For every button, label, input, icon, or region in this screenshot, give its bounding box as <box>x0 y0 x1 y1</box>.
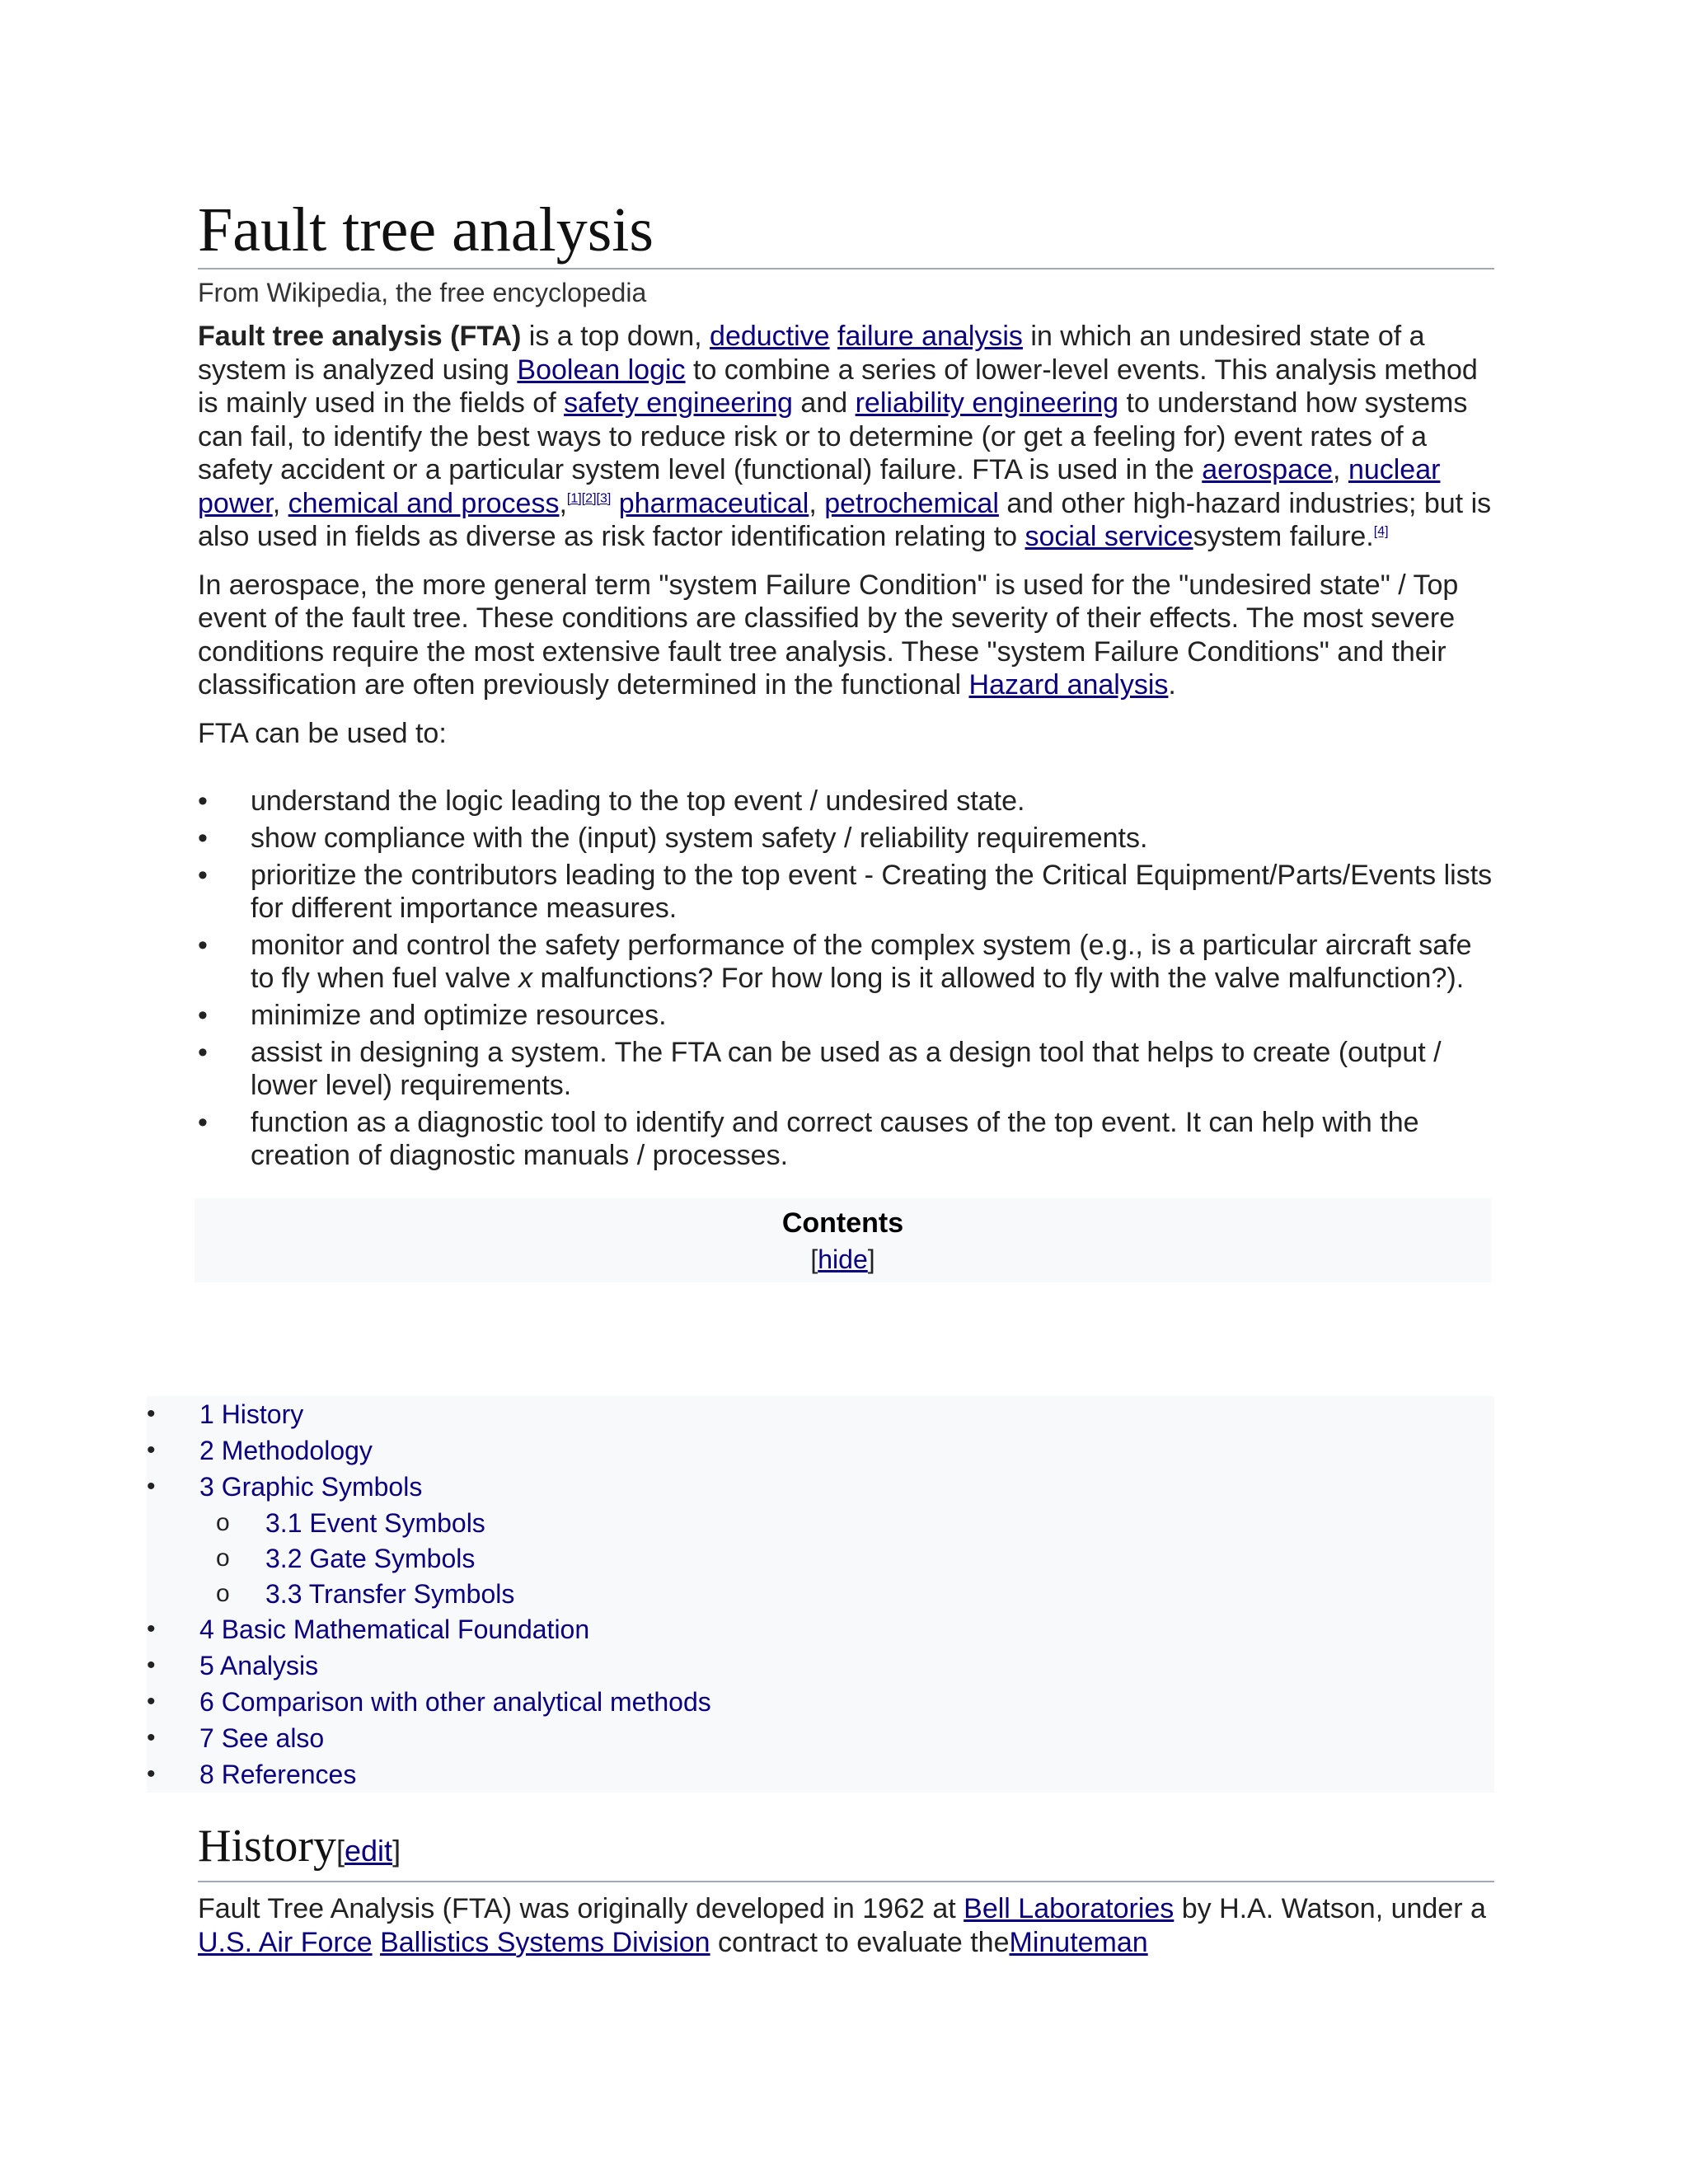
link-safety-engineering[interactable]: safety engineering <box>564 387 793 419</box>
toc-hide-link[interactable]: hide <box>818 1244 868 1275</box>
link-chemical-and-process[interactable]: chemical and process <box>288 487 560 519</box>
list-item: • understand the logic leading to the top event / undesired state. <box>198 785 1494 818</box>
citation-3[interactable]: [3] <box>596 491 612 506</box>
link-ballistics-systems-division[interactable]: Ballistics Systems Division <box>380 1926 710 1958</box>
bullet-icon: • <box>147 1652 156 1679</box>
link-failure-analysis[interactable]: failure analysis <box>837 321 1023 353</box>
toc-item-transfer-symbols[interactable]: o 3.3 Transfer Symbols <box>147 1576 1494 1611</box>
list-item: • show compliance with the (input) system safety / reliability requirements. <box>198 822 1494 855</box>
toc-list <box>147 1396 1494 1793</box>
toc-item-graphic-symbols[interactable]: • 3 Graphic Symbols <box>147 1469 1494 1505</box>
intro-paragraph-3: FTA can be used to: <box>198 717 447 749</box>
toc-title: Contents <box>781 1207 904 1240</box>
toc-item-gate-symbols[interactable]: o 3.2 Gate Symbols <box>147 1540 1494 1576</box>
edit-link[interactable]: edit <box>345 1834 393 1868</box>
section-heading-history: History[edit] <box>198 1818 1494 1882</box>
circle-bullet-icon: o <box>216 1544 230 1572</box>
link-aerospace[interactable]: aerospace <box>1202 454 1334 486</box>
circle-bullet-icon: o <box>216 1580 230 1607</box>
list-item: • function as a diagnostic tool to identify and correct causes of the top event. It can help with the creation of diagnostic manuals / processes. <box>198 1106 1494 1172</box>
bullet-icon: • <box>147 1473 156 1500</box>
toc-item-methodology[interactable]: • 2 Methodology <box>147 1432 1494 1469</box>
uses-list <box>198 785 1494 1172</box>
toc-item-analysis[interactable]: • 5 Analysis <box>147 1647 1494 1684</box>
bullet-icon: • <box>147 1724 156 1751</box>
intro-paragraph-1: Fault tree analysis (FTA) is a top down, deductive failure analysis in which an undesired state of a system is analyzed using Boolean logic to combine a series of lower-level events. This analysis method is mainly used in the fields of safety engineering and reliability engineering to understand how systems can fail, to identify the best ways to reduce risk or to determine (or get a feeling for) event rates of a safety accident or a particular system level (functional) failure. FTA is used in the aerospace, nuclear power, chemical and process,[1][2][3] pharmaceutical, petrochemical and other high-hazard industries; but is also used in fields as diverse as risk factor identification relating to social servicesystem failure.[4] <box>198 321 1492 553</box>
term-bold: Fault tree analysis (FTA) <box>198 321 522 353</box>
toc-item-see-also[interactable]: • 7 See also <box>147 1720 1494 1756</box>
link-petrochemical[interactable]: petrochemical <box>824 487 999 519</box>
bullet-icon: • <box>147 1400 156 1427</box>
list-item: • assist in designing a system. The FTA can be used as a design tool that helps to create (output / lower level) requirements. <box>198 1036 1494 1102</box>
history-paragraph: Fault Tree Analysis (FTA) was originally developed in 1962 at Bell Laboratories by H.A. Watson, under a U.S. Air Force Ballistics Systems Division contract to evaluate theMinuteman <box>198 1893 1486 1958</box>
link-hazard-analysis[interactable]: Hazard analysis <box>968 669 1169 701</box>
bullet-icon: • <box>147 1688 156 1715</box>
link-minuteman[interactable]: Minuteman <box>1009 1926 1148 1958</box>
link-pharmaceutical[interactable]: pharmaceutical <box>618 487 809 519</box>
toc-item-history[interactable]: • 1 History <box>147 1396 1494 1432</box>
bullet-icon: • <box>147 1760 156 1788</box>
citation-4[interactable]: [4] <box>1373 525 1389 540</box>
bullet-icon: • <box>147 1436 156 1464</box>
toc-hide-toggle: [hide] <box>810 1244 875 1275</box>
circle-bullet-icon: o <box>216 1509 230 1536</box>
toc-item-comparison[interactable]: • 6 Comparison with other analytical methods <box>147 1684 1494 1720</box>
link-us-air-force[interactable]: U.S. Air Force <box>198 1926 373 1958</box>
intro-paragraph-2: In aerospace, the more general term "system Failure Condition" is used for the "undesired state" / Top event of the fault tree. These conditions are classified by the severity of their effects. The most severe conditions require the most extensive fault tree analysis. These "system Failure Conditions" and their classification are often previously determined in the functional Hazard analysis. <box>198 569 1459 701</box>
list-item: • minimize and optimize resources. <box>198 999 1494 1032</box>
link-social-service[interactable]: social service <box>1025 521 1193 553</box>
edit-section: [edit] <box>336 1834 401 1868</box>
link-deductive[interactable]: deductive <box>710 321 830 353</box>
toc-item-references[interactable]: • 8 References <box>147 1756 1494 1793</box>
link-nuclear-power[interactable]: nuclear power <box>198 454 1441 519</box>
toc-item-event-symbols[interactable]: o 3.1 Event Symbols <box>147 1505 1494 1540</box>
toc-item-basic-math[interactable]: • 4 Basic Mathematical Foundation <box>147 1611 1494 1647</box>
citation-2[interactable]: [2] <box>581 491 597 506</box>
toc-header <box>195 1198 1491 1282</box>
site-subtitle: From Wikipedia, the free encyclopedia <box>198 278 647 308</box>
list-item: • monitor and control the safety performance of the complex system (e.g., is a particular aircraft safe to fly when fuel valve x malfunctions? For how long is it allowed to fly with the valve malfunction?). <box>198 929 1494 995</box>
citation-1[interactable]: [1] <box>566 491 582 506</box>
link-bell-laboratories[interactable]: Bell Laboratories <box>964 1893 1175 1924</box>
link-reliability-engineering[interactable]: reliability engineering <box>855 387 1119 419</box>
article <box>198 194 1494 1282</box>
link-boolean-logic[interactable]: Boolean logic <box>517 354 686 386</box>
list-item: • prioritize the contributors leading to the top event - Creating the Critical Equipment/Parts/Events lists for different importance measures. <box>198 859 1494 925</box>
page-title: Fault tree analysis <box>198 194 1494 269</box>
bullet-icon: • <box>147 1615 156 1643</box>
